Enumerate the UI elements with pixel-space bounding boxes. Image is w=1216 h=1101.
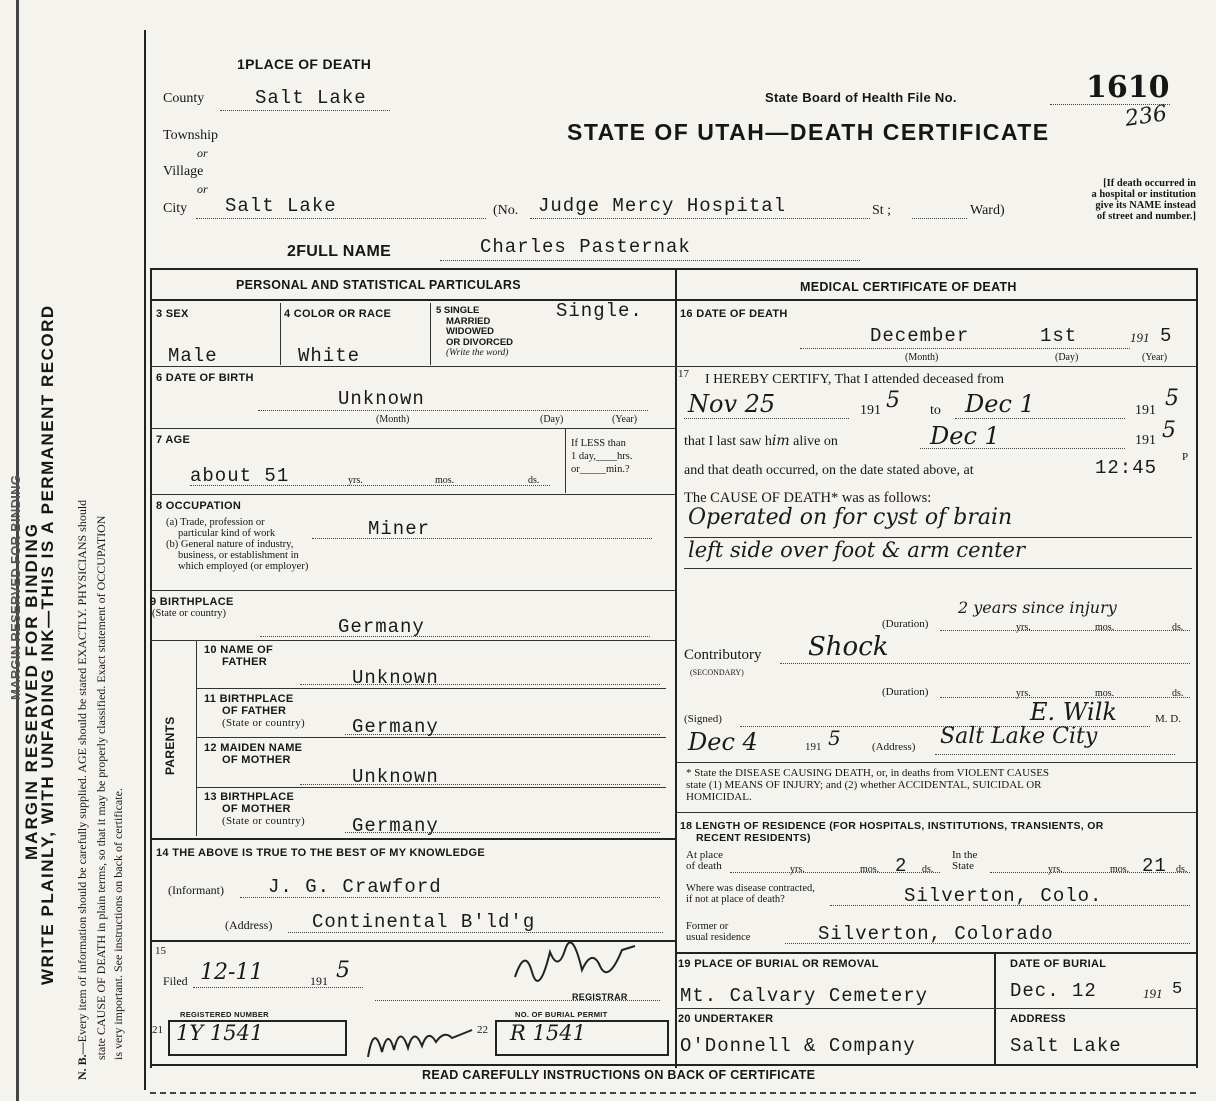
registrar-stamp-signature — [360, 1012, 480, 1062]
city-label: City — [163, 201, 188, 216]
attended-until: Dec 1 — [965, 390, 1035, 418]
mother-label-1: 12 MAIDEN NAME — [204, 742, 303, 754]
dod-label: 16 DATE OF DEATH — [680, 308, 788, 320]
place-of-death-label: 1PLACE OF DEATH — [237, 56, 372, 72]
attended-191b: 191 — [1135, 403, 1156, 418]
res-yrs: yrs. — [790, 864, 805, 875]
residence-label-2: RECENT RESIDENTS) — [696, 832, 811, 844]
hospital-value: Judge Mercy Hospital — [538, 195, 787, 217]
birthplace-label: 9 BIRTHPLACE — [150, 596, 234, 608]
undertaker-address-value: Salt Lake — [1010, 1035, 1122, 1057]
or-1: or — [197, 146, 208, 160]
occ-b2: business, or establishment in — [178, 550, 299, 561]
nb-line1: Every item of information should be carefully supplied. AGE should be stated EXACTLY. PHYSICIANS should — [75, 499, 89, 1043]
burial-year: 5 — [1172, 980, 1184, 999]
marital-label-2: MARRIED — [446, 315, 491, 327]
undertaker-value: O'Donnell & Company — [680, 1035, 916, 1057]
former-value: Silverton, Colorado — [818, 923, 1054, 945]
footer-instructions: READ CAREFULLY INSTRUCTIONS ON BACK OF CERTIFICATE — [422, 1068, 816, 1082]
attended-191a: 191 — [860, 403, 881, 418]
age-mos: mos. — [435, 475, 455, 486]
at-place-label — [686, 850, 723, 872]
occupation-descriptions — [166, 517, 308, 572]
certificate-title: STATE OF UTAH—DEATH CERTIFICATE — [567, 119, 1050, 145]
death-time: 12:45 — [1095, 457, 1158, 479]
permit-label: NO. OF BURIAL PERMIT — [515, 1010, 608, 1019]
registered-number-index: 21 — [152, 1024, 163, 1036]
margin-permanent-record: WRITE PLAINLY, WITH UNFADING INK—THIS IS A PERMANENT RECORD — [38, 304, 57, 985]
former-1: Former or — [686, 921, 729, 932]
attended-to: to — [930, 403, 941, 418]
contracted-1: Where was disease contracted, — [686, 883, 815, 894]
secondary-label: (SECONDARY) — [690, 668, 744, 677]
md-label: M. D. — [1155, 713, 1181, 725]
mother-name-label — [204, 742, 302, 766]
burial-label: 19 PLACE OF BURIAL OR REMOVAL — [678, 958, 879, 970]
less-2: 1 day, — [571, 451, 596, 462]
physician-address-value: Salt Lake City — [940, 724, 1098, 749]
signed-date: Dec 4 — [688, 728, 758, 756]
state-ds: ds. — [1176, 864, 1188, 875]
marital-label — [436, 306, 513, 359]
burial-191: 191 — [1143, 986, 1163, 1001]
signed-year: 5 — [828, 726, 841, 750]
occupation-label: 8 OCCUPATION — [156, 500, 242, 512]
burial-value: Mt. Calvary Cemetery — [680, 985, 929, 1007]
race-value: White — [298, 345, 361, 367]
duration-yrs: yrs. — [1016, 622, 1031, 633]
no-label: (No. — [493, 203, 519, 218]
contracted-value: Silverton, Colo. — [904, 885, 1103, 907]
hospital-note-3: give its NAME instead — [1095, 200, 1196, 211]
death-time-p: P — [1182, 451, 1189, 463]
dod-191: 191 — [1130, 330, 1150, 345]
mother-birthplace-label — [204, 791, 305, 827]
parents-label: PARENTS — [163, 716, 177, 775]
file-number-label: State Board of Health File No. — [765, 90, 957, 105]
binding-margin — [0, 0, 140, 1101]
marital-value: Single. — [556, 300, 643, 322]
fbirth-label-3: (State or country) — [222, 717, 305, 729]
file-number: 1610 — [1086, 70, 1170, 105]
cause-line-2: left side over foot & arm center — [688, 538, 1026, 562]
contracted-label — [686, 883, 815, 905]
contributory-value: Shock — [808, 632, 889, 662]
city-value: Salt Lake — [225, 195, 337, 217]
state-mos: mos. — [1110, 864, 1130, 875]
occupation-value: Miner — [368, 518, 431, 540]
hospital-note — [1050, 178, 1196, 222]
footnote — [686, 767, 1049, 803]
birthplace-value: Germany — [338, 616, 425, 638]
sex-value: Male — [168, 345, 218, 367]
contributory-label: Contributory — [684, 647, 762, 663]
last-saw-date: Dec 1 — [930, 422, 1000, 450]
filed-year: 5 — [336, 958, 350, 983]
undertaker-label: 20 UNDERTAKER — [678, 1013, 774, 1025]
mother-birthplace-value: Germany — [352, 815, 439, 837]
attended-y1: 5 — [886, 388, 900, 413]
registrar-signature — [510, 942, 640, 982]
informant-true-label: 14 THE ABOVE IS TRUE TO THE BEST OF MY KNOWLEDGE — [156, 847, 485, 859]
physician-signature: E. Wilk — [1030, 698, 1117, 726]
signed-label: (Signed) — [684, 713, 722, 725]
ward-label: Ward) — [970, 203, 1005, 218]
alive-on: alive on — [793, 434, 838, 449]
cause-line-1: Operated on for cyst of brain — [688, 505, 1013, 530]
medical-heading: MEDICAL CERTIFICATE OF DEATH — [800, 280, 1017, 294]
less-4: or — [571, 464, 580, 475]
last-year: 5 — [1162, 418, 1176, 443]
mbirth-label-1: 13 BIRTHPLACE — [204, 791, 295, 803]
age-less-than: If LESS than 1 day,____hrs. or_____min.? — [571, 438, 633, 475]
residence-label-1: 18 LENGTH OF RESIDENCE (FOR HOSPITALS, INSTITUTIONS, TRANSIENTS, OR — [680, 820, 1104, 832]
res-mos-value: 2 — [895, 855, 908, 877]
duration-ds: ds. — [1172, 622, 1184, 633]
occ-a1: (a) Trade, profession or — [166, 517, 265, 528]
father-label-2: FATHER — [222, 656, 267, 668]
hospital-note-4: of street and number.] — [1096, 211, 1196, 222]
occ-b3: which employed (or employer) — [178, 561, 309, 572]
last-saw: that I last saw h — [684, 434, 772, 449]
birthplace-sub: (State or country) — [152, 608, 227, 619]
father-name-value: Unknown — [352, 667, 439, 689]
former-label — [686, 921, 750, 943]
footnote-2: state (1) MEANS OF INJURY; and (2) whether ACCIDENTAL, SUICIDAL OR — [686, 779, 1042, 791]
occ-b1: (b) General nature of industry, — [166, 539, 294, 550]
mother-name-value: Unknown — [352, 766, 439, 788]
dod-month-sub: (Month) — [905, 352, 939, 363]
res-ds: ds. — [922, 864, 934, 875]
attended-from: Nov 25 — [688, 390, 776, 418]
full-name-value: Charles Pasternak — [480, 236, 691, 258]
cert-number: 17 — [678, 368, 689, 380]
permit-value: R 1541 — [510, 1021, 586, 1045]
physician-address-label: (Address) — [872, 741, 916, 753]
filed-label: Filed — [163, 974, 188, 988]
last-191: 191 — [1135, 433, 1156, 448]
filed-date: 12-11 — [200, 960, 264, 985]
margin-line2: MARGIN RESERVED FOR BINDING — [8, 474, 23, 700]
informant-value: J. G. Crawford — [268, 876, 442, 898]
dod-year-sub: (Year) — [1142, 352, 1168, 363]
duration2-yrs: yrs. — [1016, 688, 1031, 699]
father-label-1: 10 NAME OF — [204, 644, 274, 656]
duration-label: (Duration) — [882, 618, 929, 630]
father-birthplace-value: Germany — [352, 716, 439, 738]
duration2-label: (Duration) — [882, 686, 929, 698]
him: im — [771, 433, 790, 449]
dob-value: Unknown — [338, 388, 425, 410]
margin-nb-2: state CAUSE OF DEATH in plain terms, so that it may be properly classified. Exact statement of OCCUPATION — [94, 515, 108, 1060]
less-5: min.? — [606, 464, 630, 475]
township-label: Township — [163, 128, 219, 143]
cert-text: I HEREBY CERTIFY, That I attended deceased from — [705, 372, 1005, 387]
duration2-ds: ds. — [1172, 688, 1184, 699]
duration-mos: mos. — [1095, 622, 1115, 633]
dob-year: (Year) — [612, 414, 638, 425]
burial-date-label: DATE OF BURIAL — [1010, 958, 1107, 970]
dod-day-sub: (Day) — [1055, 352, 1079, 363]
margin-nb-3: is very important. See instructions on back of certificate. — [111, 788, 125, 1060]
dod-month-value: December — [870, 325, 970, 347]
race-label: 4 COLOR OR RACE — [284, 308, 392, 320]
age-ds: ds. — [528, 475, 540, 486]
informant-address-label: (Address) — [225, 918, 273, 932]
registered-number-label: REGISTERED NUMBER — [180, 1010, 269, 1019]
filed-191: 191 — [310, 974, 328, 988]
cause-label: The CAUSE OF DEATH* was as follows: — [684, 490, 932, 506]
or-2: or — [197, 182, 208, 196]
occurred-text: and that death occurred, on the date stated above, at — [684, 463, 974, 478]
age-value: about 51 — [190, 465, 290, 487]
in-state-label — [952, 850, 977, 872]
sex-label: 3 SEX — [156, 308, 189, 320]
margin-line3: MARGIN RESERVED FOR BINDING — [22, 522, 41, 860]
mother-label-2: OF MOTHER — [222, 754, 291, 766]
last-saw-text — [684, 433, 838, 450]
occ-a2: particular kind of work — [178, 528, 276, 539]
signed-191: 191 — [805, 741, 822, 753]
contracted-2: if not at place of death? — [686, 894, 785, 905]
permit-index: 22 — [477, 1024, 488, 1036]
margin-nb — [77, 500, 88, 1080]
mbirth-label-2: OF MOTHER — [222, 803, 291, 815]
attended-y2: 5 — [1165, 386, 1179, 411]
father-name-label — [204, 644, 273, 668]
marital-label-1: 5 SINGLE — [436, 305, 480, 316]
footnote-1: * State the DISEASE CAUSING DEATH, or, in deaths from VIOLENT CAUSES — [686, 767, 1050, 779]
full-name-label: 2FULL NAME — [287, 243, 392, 260]
dod-day-value: 1st — [1040, 325, 1078, 347]
father-birthplace-label — [204, 693, 305, 729]
personal-heading: PERSONAL AND STATISTICAL PARTICULARS — [236, 278, 521, 292]
hospital-note-2: a hospital or institution — [1091, 189, 1196, 200]
at-place-2: of death — [686, 860, 722, 872]
in-state-1: In the — [952, 849, 978, 861]
fbirth-label-2: OF FATHER — [222, 705, 287, 717]
dob-month: (Month) — [376, 414, 410, 425]
less-1: If LESS than — [571, 438, 626, 449]
hospital-note-1: [If death occurred in — [1103, 178, 1196, 189]
filed-number: 15 — [155, 945, 166, 957]
at-place-1: At place — [686, 849, 723, 861]
state-ds-value: 21 — [1142, 855, 1167, 877]
village-label: Village — [163, 164, 204, 179]
marital-label-4: OR DIVORCED — [446, 336, 514, 348]
in-state-2: State — [952, 860, 974, 872]
marital-label-5: (Write the word) — [446, 348, 509, 358]
less-3: hrs. — [616, 451, 633, 462]
nb-prefix: N. B.— — [75, 1042, 89, 1080]
dob-day: (Day) — [540, 414, 564, 425]
mbirth-label-3: (State or country) — [222, 815, 305, 827]
informant-label: (Informant) — [168, 883, 224, 897]
burial-date-value: Dec. 12 — [1010, 980, 1097, 1002]
registered-number-value: 1Y 1541 — [176, 1021, 264, 1045]
former-2: usual residence — [686, 932, 751, 943]
st-label: St ; — [872, 203, 892, 218]
state-yrs: yrs. — [1048, 864, 1063, 875]
dod-year-value: 5 — [1160, 325, 1173, 347]
age-yrs: yrs. — [348, 475, 363, 486]
county-label: County — [163, 91, 205, 106]
county-value: Salt Lake — [255, 87, 367, 109]
residence-label — [680, 820, 1104, 844]
dob-label: 6 DATE OF BIRTH — [156, 372, 254, 384]
file-number-handwritten: 236 — [1123, 101, 1169, 132]
registrar-label: REGISTRAR — [572, 992, 628, 1002]
fbirth-label-1: 11 BIRTHPLACE — [204, 693, 294, 705]
undertaker-address-label: ADDRESS — [1010, 1013, 1066, 1025]
footnote-3: HOMICIDAL. — [686, 791, 752, 803]
duration2-mos: mos. — [1095, 688, 1115, 699]
res-mos: mos. — [860, 864, 880, 875]
marital-label-3: WIDOWED — [446, 326, 495, 337]
age-label: 7 AGE — [156, 434, 191, 446]
informant-address-value: Continental B'ld'g — [312, 911, 536, 933]
duration-value: 2 years since injury — [958, 598, 1117, 617]
